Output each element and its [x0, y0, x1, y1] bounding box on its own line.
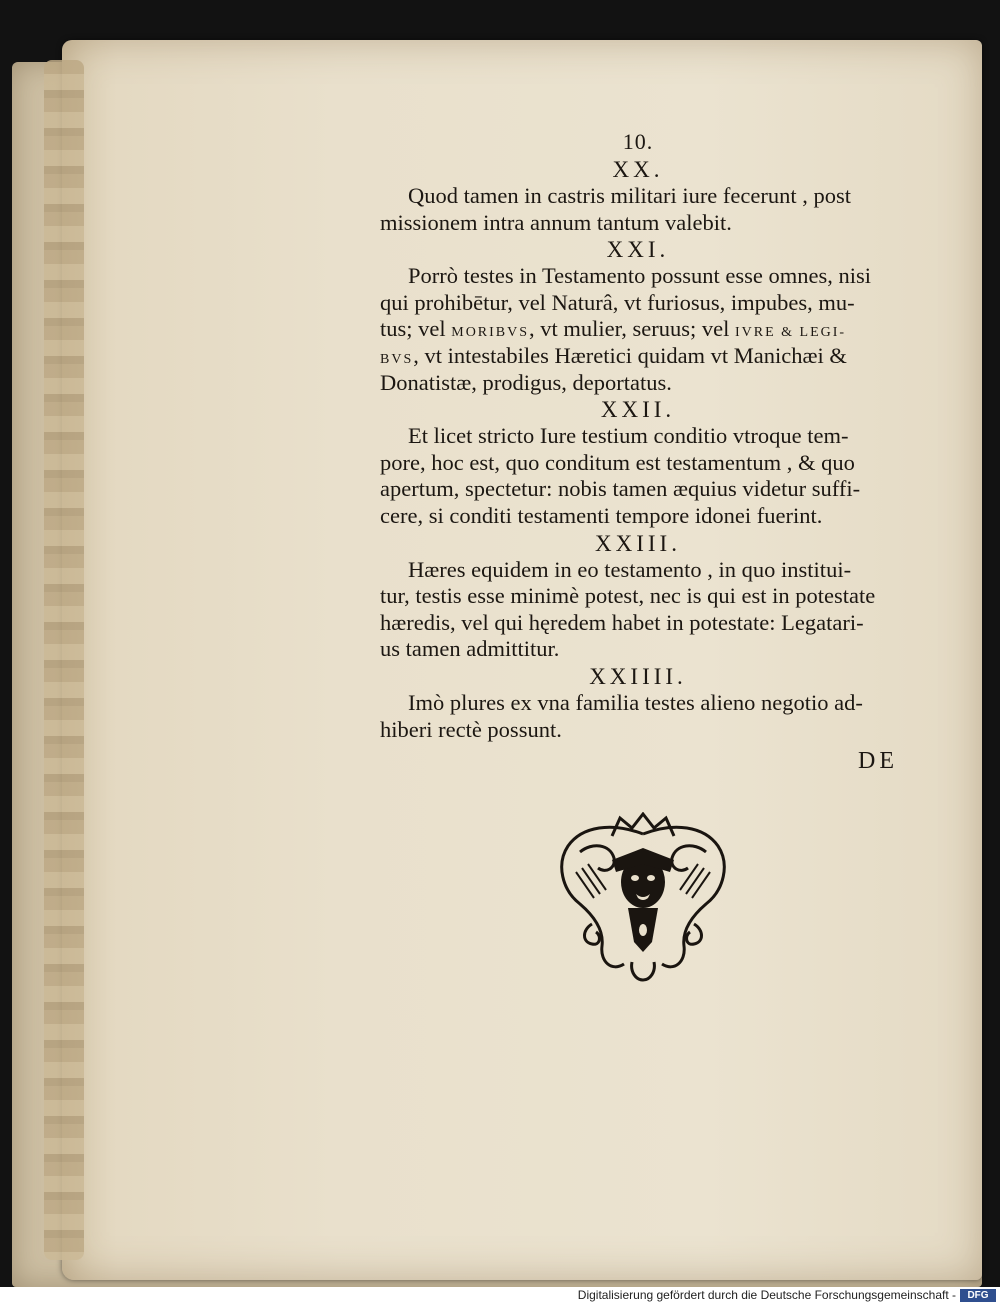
section-xxiiii: [380, 663, 910, 743]
section-text: [380, 183, 910, 236]
section-xx: [380, 156, 910, 236]
page-number: 10.: [622, 129, 654, 154]
section-xxi: [380, 236, 910, 396]
text-line: missionem intra annum tantum valebit.: [380, 209, 732, 235]
text-line: tur, testis esse minimè potest, nec is qui est in potestate: [380, 583, 876, 609]
text-line: hiberi rectè possunt.: [380, 716, 562, 742]
section-xxii: [380, 396, 910, 529]
text-block: [380, 128, 910, 743]
text-run: tus; vel: [380, 316, 452, 342]
text-line: Porrò testes in Testamento possunt esse omnes, nisi: [408, 263, 871, 289]
section-text: [380, 263, 910, 396]
smallcaps-run: IVRE & LEGI-: [735, 325, 847, 341]
text-line: [380, 316, 910, 343]
text-line: hæredis, vel qui hęredem habet in potestate: Legatari-: [380, 609, 864, 635]
footer-credit: Digitalisierung gefördert durch die Deutsche Forschungsgemeinschaft -: [577, 1288, 956, 1302]
text-line: pore, hoc est, quo conditum est testamentum , & quo: [380, 449, 855, 475]
smallcaps-run: BVS: [380, 351, 414, 367]
section-heading: XXI.: [606, 237, 670, 263]
section-text: [380, 557, 910, 663]
text-line: apertum, spectetur: nobis tamen æquius videtur suffi-: [380, 476, 861, 502]
footer-bar: [0, 1287, 1000, 1305]
section-xxiii: [380, 530, 910, 663]
text-line: cere, si conditi testamenti tempore idonei fuerint.: [380, 502, 823, 528]
text-line: Donatistæ, prodigus, deportatus.: [380, 369, 672, 395]
printers-ornament-mask-icon: [552, 812, 734, 984]
section-text: [380, 423, 910, 529]
dfg-logo-icon: DFG: [960, 1289, 996, 1302]
text-line: Et licet stricto Iure testium conditio vtroque tem-: [408, 423, 849, 449]
smallcaps-run: MORIBVS: [451, 325, 530, 341]
section-heading: XXII.: [600, 397, 676, 423]
text-line: Quod tamen in castris militari iure fecerunt , post: [408, 183, 852, 208]
text-run: , vt intestabiles Hæretici quidam vt Manichæi &: [413, 342, 847, 368]
section-heading: XX.: [612, 157, 664, 182]
text-line: Hæres equidem in eo testamento , in quo institui-: [408, 556, 852, 582]
text-line: us tamen admittitur.: [380, 636, 560, 662]
text-line: qui prohibētur, vel Naturâ, vt furiosus, impubes, mu-: [380, 289, 855, 315]
section-heading: XXIII.: [595, 530, 681, 556]
section-heading: XXIIII.: [589, 663, 687, 689]
text-line: Imò plures ex vna familia testes alieno negotio ad-: [408, 689, 863, 715]
section-text: [380, 690, 910, 743]
catchword: DE: [858, 748, 898, 774]
text-run: , vt mulier, seruus; vel: [529, 316, 735, 342]
text-line: [380, 343, 910, 370]
